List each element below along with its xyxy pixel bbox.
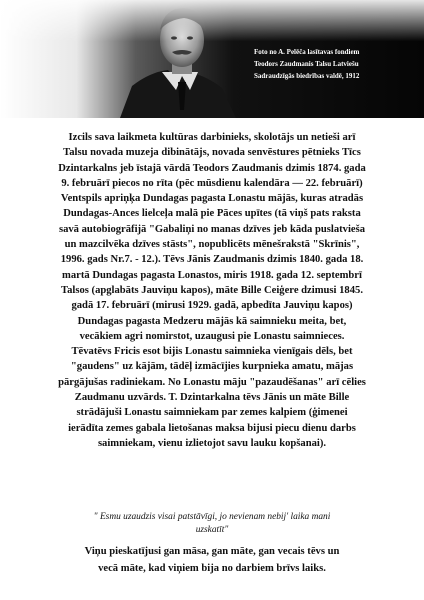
- autobiography-quote: [16, 511, 408, 537]
- closing-line: vecā māte, kad viņiem bija no darbiem brīvs laiks.: [98, 563, 326, 574]
- bio-line: vecākiem agri nomirstot, uzaugusi pie Lonastu saimnieces.: [79, 330, 345, 342]
- bio-line: un mazcilvēka dzīves stāsts", nopublicēts mēnešrakstā "Skrīnis",: [64, 239, 360, 251]
- bio-line: Talsu novada muzeja dibinātājs, novada senvēstures pētnieks Tīcs: [63, 147, 361, 159]
- bio-line: savā autobiogrāfijā "Gabaliņi no manas dzīves jeb kāda puslatvieša: [58, 223, 366, 235]
- bio-line: strādājuši Lonastu saimniekam par zemes kalpiem (ģimenei: [76, 407, 348, 419]
- bio-line: "gaudens" uz kājām, tādēļ izmācījies kurpnieka amatu, mājas: [70, 361, 354, 373]
- photo-caption-line: Teodors Zaudmanis Talsu Latviešu: [254, 60, 359, 68]
- quote-line: uzskatīt": [195, 525, 229, 535]
- photo-caption-line: Foto no A. Pelēča lasītavas fondiem: [254, 48, 360, 56]
- bio-line: Zaudmanu uzvārds. T. Dzintarkalna tēvs Jānis un māte Bille: [74, 392, 350, 404]
- biography-paragraph: [14, 130, 410, 451]
- bio-line: 1996. gads Nr.7. - 12.). Tēvs Jānis Zaudmanis dzimis 1840. gada 18.: [60, 254, 364, 266]
- bio-line: Dzintarkalns jeb īstajā vārdā Teodors Zaudmanis dzimis 1874. gada: [58, 162, 366, 174]
- bio-line: Dundagas-Ances lielceļa malā pie Pāces upītes (tā viņš pats raksta: [63, 208, 361, 220]
- photo-caption: [254, 46, 414, 82]
- bio-line: pārgājušas radiniekam. No Lonastu māju "pazaudēšanas" arī cēlies: [58, 376, 366, 388]
- quote-line: " Esmu uzaudzis visai patstāvīgi, jo nevienam nebij' laika mani: [93, 512, 331, 522]
- bio-line: martā Dundagas pagasta Lonastos, miris 1918. gada 12. septembrī: [62, 269, 362, 281]
- closing-line: Viņu pieskatījusi gan māsa, gan māte, gan vecais tēvs un: [84, 546, 340, 557]
- bio-line: gadā 17. februārī (mirusi 1929. gadā, apbedīta Jauviņu kapos): [71, 300, 353, 312]
- bio-line: 9. februārī piecos no rīta (pēc mūsdienu kalendāra — 22. februārī): [61, 177, 363, 189]
- bio-line: Izcils sava laikmeta kultūras darbinieks, skolotājs un netieši arī: [68, 132, 356, 143]
- photo-caption-line: Sadraudzīgās biedrības valdē, 1912: [254, 72, 360, 80]
- bio-line: ierādīta zemes gabala lietošanas maksa bijusi piecu dienu darbs: [68, 422, 356, 434]
- bio-line: Talsos (apglabāts Jauviņu kapos), māte Bille Ceiģere dzimusi 1845.: [61, 284, 363, 296]
- closing-paragraph: [14, 543, 410, 577]
- bio-line: saimniekam, vienu izlietojot savu lauku kopšanai).: [97, 437, 327, 449]
- bio-line: Dundagas pagasta Medzeru mājās kā saimnieku meita, bet,: [77, 315, 347, 327]
- header-photo-band: [0, 0, 424, 118]
- bio-line: Ventspils apriņķa Dundagas pagasta Lonastu mājās, kuras atradās: [60, 193, 364, 205]
- bio-line: Tēvatēvs Fricis esot bijis Lonastu saimnieka vienīgais dēls, bet: [71, 346, 353, 358]
